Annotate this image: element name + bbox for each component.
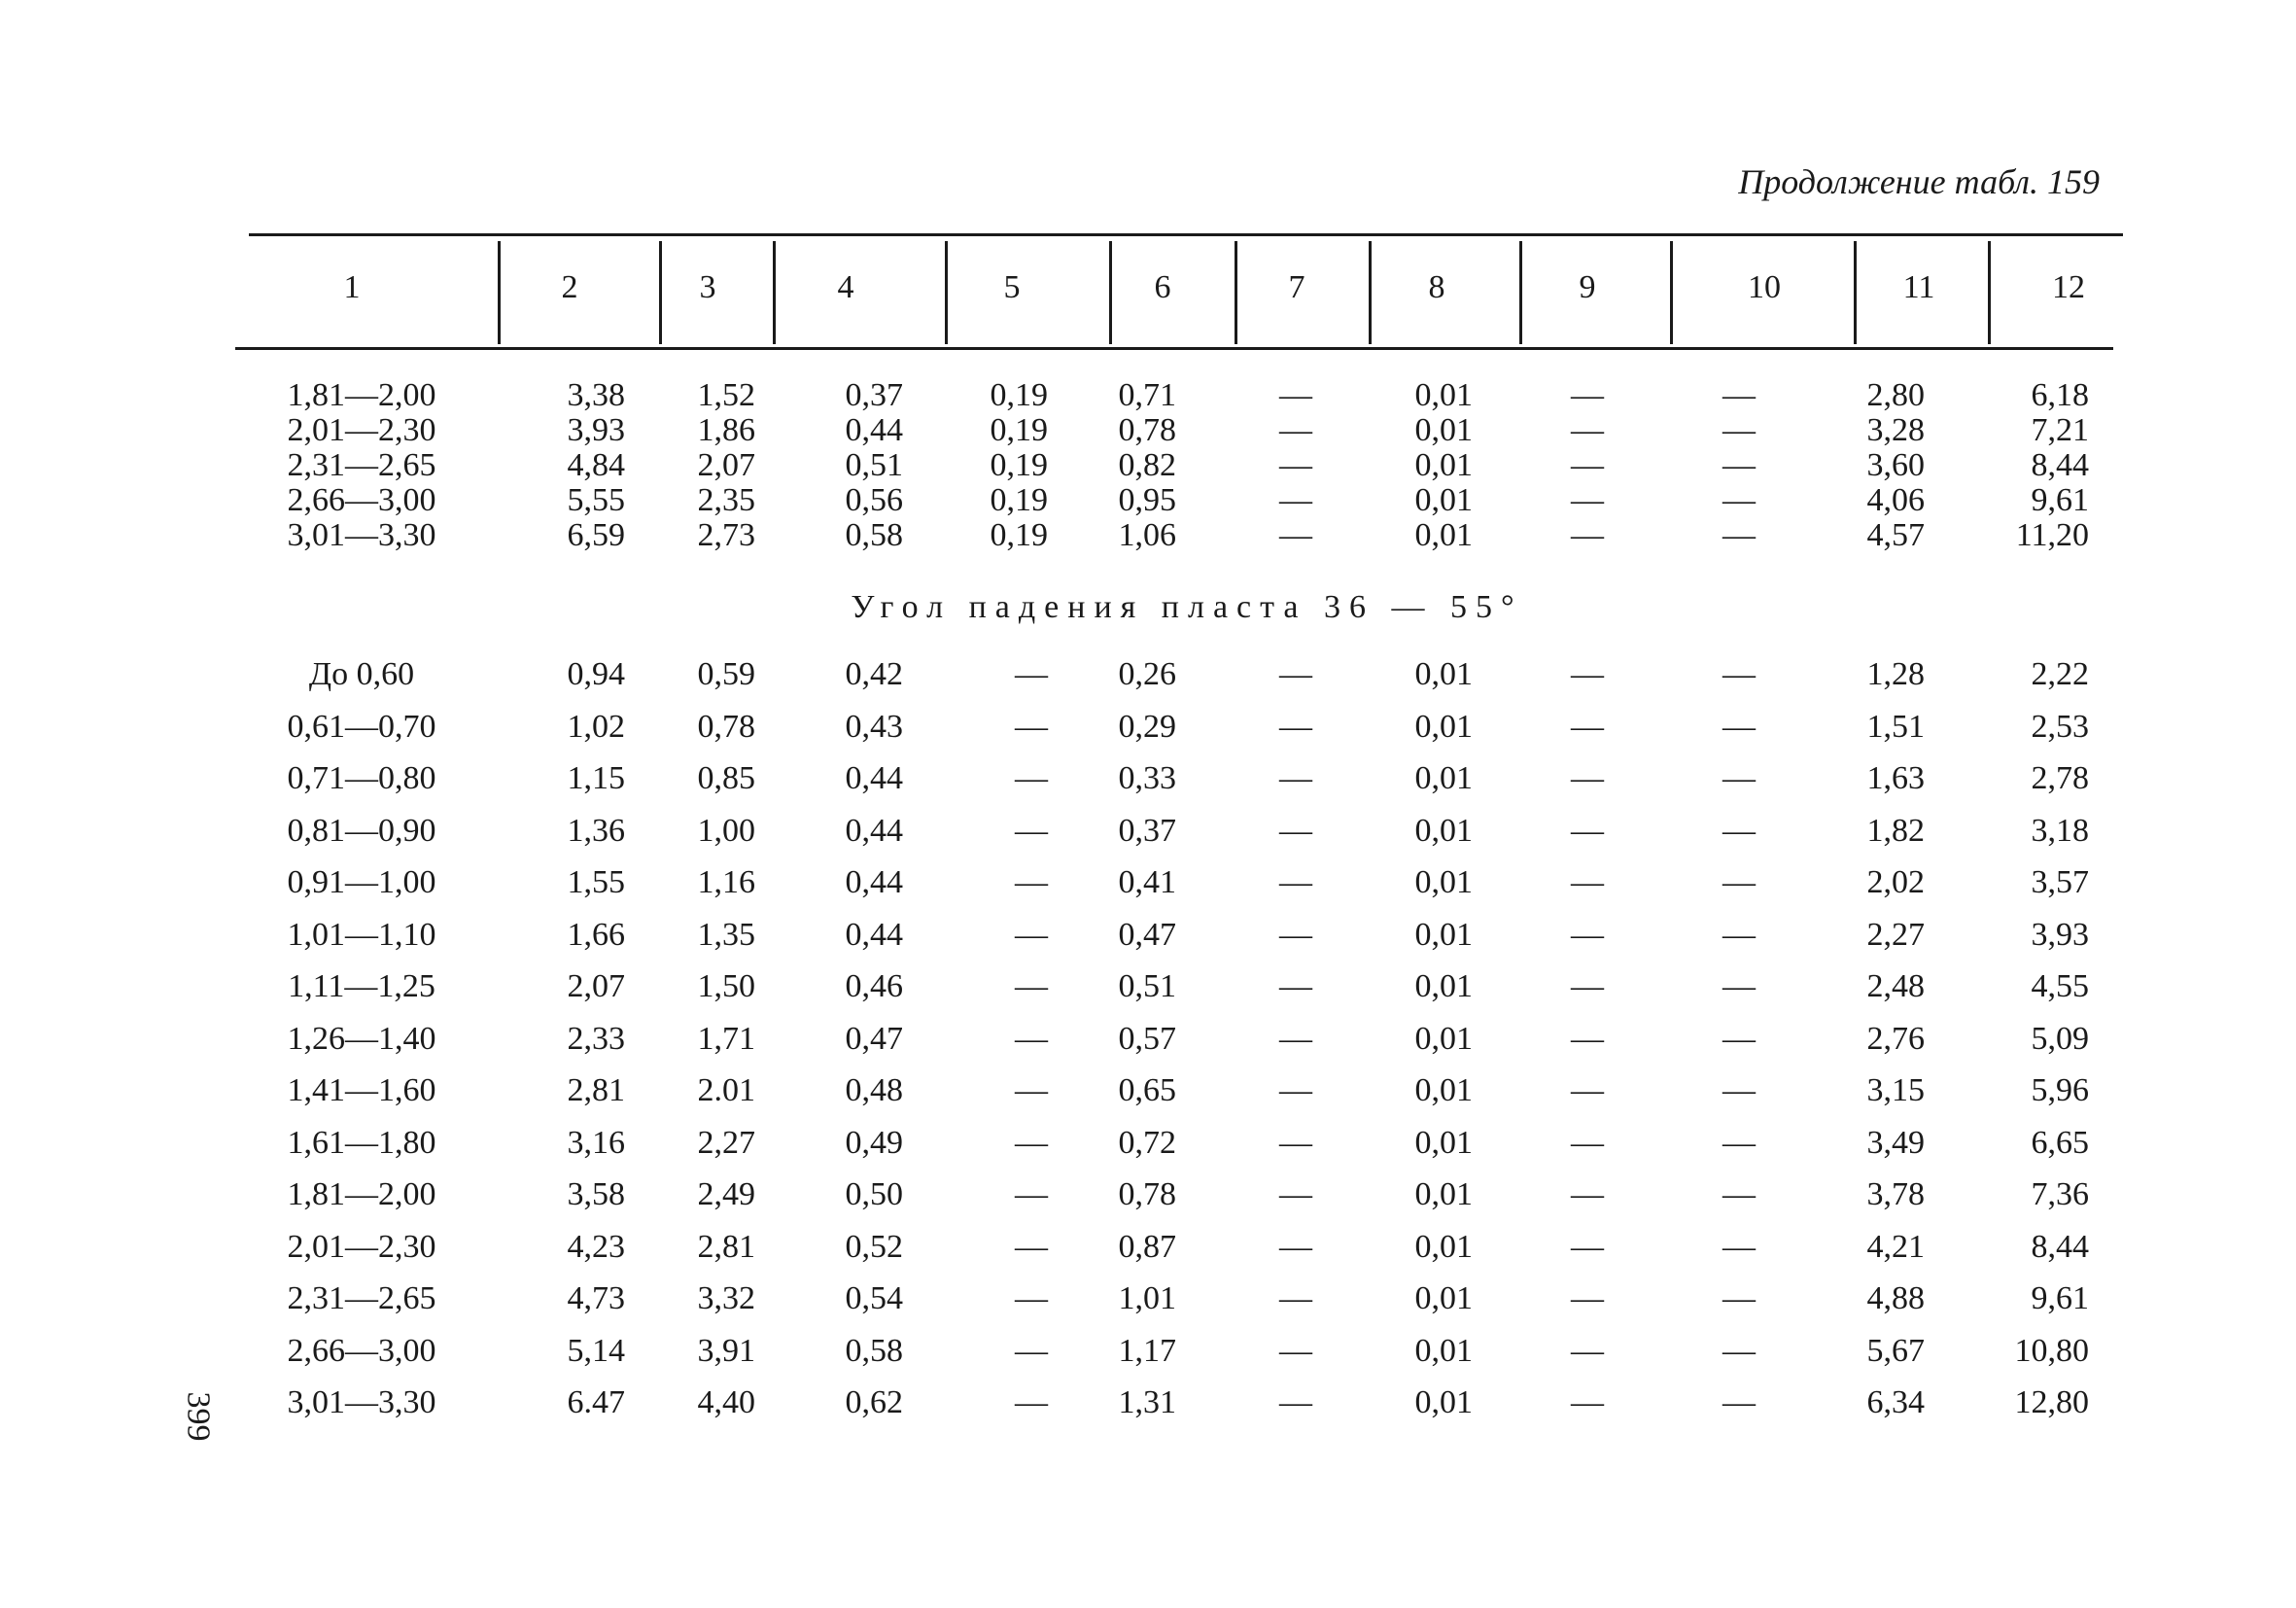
table-cell: — (1015, 1020, 1048, 1057)
table-cell: — (1722, 1072, 1756, 1108)
column-header: 9 (1579, 269, 1596, 305)
table-cell: 0,44 (845, 812, 903, 849)
table-cell: 0,01 (1414, 412, 1473, 448)
column-header: 1 (343, 269, 361, 305)
table-cell: — (1571, 760, 1604, 796)
table-cell: 0,42 (845, 656, 903, 692)
table-cell: 0,49 (845, 1124, 903, 1161)
table-cell: 3,57 (2031, 864, 2089, 900)
table-cell: 7,21 (2031, 412, 2089, 448)
table-cell: 0,81—0,90 (287, 812, 436, 849)
table-cell: 2,81 (567, 1072, 625, 1108)
table-cell: 3,32 (697, 1280, 755, 1316)
table-cell: 3,93 (2031, 916, 2089, 953)
table-cell: 4,55 (2031, 968, 2089, 1004)
table-cell: — (1571, 1384, 1604, 1420)
table-cell: 0,51 (845, 447, 903, 483)
table-row (0, 1228, 2296, 1267)
table-cell: 0,44 (845, 412, 903, 448)
table-cell: 0,43 (845, 708, 903, 745)
table-cell: 0,87 (1118, 1228, 1176, 1265)
table-cell: 2,07 (567, 968, 625, 1004)
table-row (0, 812, 2296, 851)
table-cell: 1,31 (1118, 1384, 1176, 1420)
table-cell: — (1279, 1072, 1312, 1108)
table-cell: 6,65 (2031, 1124, 2089, 1161)
table-cell: — (1279, 377, 1312, 413)
table-cell: 2,48 (1866, 968, 1925, 1004)
table-cell: 0,58 (845, 517, 903, 553)
header-divider (1519, 241, 1522, 344)
table-row (0, 1279, 2296, 1318)
table-cell: 0,58 (845, 1332, 903, 1369)
table-cell: 6.47 (567, 1384, 625, 1420)
table-cell: — (1279, 482, 1312, 518)
column-header: 2 (561, 269, 578, 305)
table-cell: 2,35 (697, 482, 755, 518)
table-row (0, 1124, 2296, 1163)
table-cell: — (1571, 1332, 1604, 1369)
header-divider (659, 241, 662, 344)
table-cell: 0,01 (1414, 482, 1473, 518)
table-cell: 6,34 (1866, 1384, 1925, 1420)
table-row (0, 863, 2296, 902)
table-row (0, 411, 2296, 450)
table-cell: 7,36 (2031, 1176, 2089, 1212)
table-cell: 3,01—3,30 (287, 1384, 436, 1420)
table-cell: 4,21 (1866, 1228, 1925, 1265)
table-header-rule (235, 347, 2113, 350)
table-cell: 0,01 (1414, 812, 1473, 849)
table-cell: 0,01 (1414, 708, 1473, 745)
table-cell: — (1571, 968, 1604, 1004)
table-cell: — (1279, 447, 1312, 483)
table-cell: — (1279, 968, 1312, 1004)
table-cell: 1,71 (697, 1020, 755, 1057)
table-top-rule (249, 233, 2123, 236)
table-cell: 5,55 (567, 482, 625, 518)
header-divider (1369, 241, 1372, 344)
table-caption: Продолжение табл. 159 (1738, 162, 2100, 201)
table-cell: 8,44 (2031, 447, 2089, 483)
table-cell: — (1279, 1124, 1312, 1161)
table-cell: — (1279, 812, 1312, 849)
table-cell: — (1722, 1176, 1756, 1212)
table-cell: 1,81—2,00 (287, 377, 436, 413)
table-cell: — (1571, 1072, 1604, 1108)
header-divider (1109, 241, 1112, 344)
table-cell: 0,01 (1414, 1176, 1473, 1212)
table-cell: 0,37 (845, 377, 903, 413)
header-divider (773, 241, 776, 344)
table-cell: 1,00 (697, 812, 755, 849)
table-cell: 0,78 (1118, 1176, 1176, 1212)
table-row (0, 376, 2296, 415)
table-cell: 0,01 (1414, 968, 1473, 1004)
table-cell: 0,01 (1414, 377, 1473, 413)
table-cell: 0,91—1,00 (287, 864, 436, 900)
table-cell: 10,80 (2014, 1332, 2089, 1369)
table-cell: 0,44 (845, 760, 903, 796)
table-cell: 0,01 (1414, 1124, 1473, 1161)
table-cell: 3,91 (697, 1332, 755, 1369)
table-cell: 6,59 (567, 517, 625, 553)
table-cell: — (1722, 412, 1756, 448)
table-cell: 0,82 (1118, 447, 1176, 483)
table-row (0, 1175, 2296, 1214)
table-cell: — (1015, 1384, 1048, 1420)
table-cell: 0,54 (845, 1280, 903, 1316)
table-cell: 0,72 (1118, 1124, 1176, 1161)
table-cell: 5,96 (2031, 1072, 2089, 1108)
table-cell: 9,61 (2031, 1280, 2089, 1316)
table-cell: 2,33 (567, 1020, 625, 1057)
table-cell: — (1015, 864, 1048, 900)
table-cell: 2,78 (2031, 760, 2089, 796)
page-number: 399 (180, 1391, 217, 1442)
table-cell: — (1722, 760, 1756, 796)
table-cell: 5,67 (1866, 1332, 1925, 1369)
table-cell: 12,80 (2014, 1384, 2089, 1420)
table-cell: 3,93 (567, 412, 625, 448)
table-cell: — (1571, 1020, 1604, 1057)
column-header: 6 (1154, 269, 1171, 305)
table-cell: 1,17 (1118, 1332, 1176, 1369)
table-cell: — (1571, 412, 1604, 448)
table-cell: 1,36 (567, 812, 625, 849)
table-cell: 0,01 (1414, 656, 1473, 692)
table-cell: 0,19 (990, 517, 1048, 553)
table-cell: — (1722, 812, 1756, 849)
table-cell: 0,51 (1118, 968, 1176, 1004)
table-row (0, 1020, 2296, 1059)
table-cell: 0,78 (1118, 412, 1176, 448)
table-cell: 0,78 (697, 708, 755, 745)
table-cell: — (1279, 1384, 1312, 1420)
table-row (0, 1071, 2296, 1110)
table-cell: — (1722, 864, 1756, 900)
table-cell: — (1279, 864, 1312, 900)
table-cell: — (1279, 412, 1312, 448)
table-cell: 2,81 (697, 1228, 755, 1265)
table-cell: 1,16 (697, 864, 755, 900)
table-cell: 0,01 (1414, 1228, 1473, 1265)
table-row (0, 916, 2296, 955)
table-cell: 2,66—3,00 (287, 482, 436, 518)
table-cell: 1,63 (1866, 760, 1925, 796)
table-cell: 1,86 (697, 412, 755, 448)
table-cell: 2,07 (697, 447, 755, 483)
table-cell: — (1279, 916, 1312, 953)
table-cell: 0,29 (1118, 708, 1176, 745)
table-cell: 0,47 (1118, 916, 1176, 953)
table-cell: 0,01 (1414, 1280, 1473, 1316)
table-cell: 1,11—1,25 (288, 968, 435, 1004)
table-cell: — (1722, 1228, 1756, 1265)
table-cell: 3,28 (1866, 412, 1925, 448)
table-cell: 1,55 (567, 864, 625, 900)
table-cell: 0,01 (1414, 1072, 1473, 1108)
table-cell: 2,49 (697, 1176, 755, 1212)
table-cell: 1,82 (1866, 812, 1925, 849)
header-divider (1235, 241, 1237, 344)
table-row (0, 655, 2296, 694)
table-cell: 0,01 (1414, 447, 1473, 483)
table-cell: 0,19 (990, 377, 1048, 413)
table-cell: 2,66—3,00 (287, 1332, 436, 1369)
table-cell: 0,50 (845, 1176, 903, 1212)
header-divider (498, 241, 501, 344)
table-cell: 1,15 (567, 760, 625, 796)
table-row (0, 1332, 2296, 1371)
table-cell: — (1722, 916, 1756, 953)
table-cell: 2,73 (697, 517, 755, 553)
table-cell: 3,18 (2031, 812, 2089, 849)
table-cell: 2.01 (697, 1072, 755, 1108)
table-cell: — (1571, 482, 1604, 518)
section-title: Угол падения пласта 36 — 55° (851, 589, 1523, 625)
table-cell: — (1722, 1280, 1756, 1316)
table-cell: 1,26—1,40 (287, 1020, 436, 1057)
table-cell: — (1722, 377, 1756, 413)
table-cell: 11,20 (2015, 517, 2089, 553)
table-cell: — (1015, 1072, 1048, 1108)
table-cell: 3,38 (567, 377, 625, 413)
table-cell: 0,85 (697, 760, 755, 796)
table-cell: 0,01 (1414, 760, 1473, 796)
column-header: 7 (1288, 269, 1305, 305)
column-header: 11 (1902, 269, 1935, 305)
table-cell: — (1279, 1228, 1312, 1265)
table-cell: — (1571, 447, 1604, 483)
table-cell: — (1279, 1332, 1312, 1369)
table-cell: 0,44 (845, 916, 903, 953)
table-cell: 6,18 (2031, 377, 2089, 413)
column-header: 10 (1748, 269, 1781, 305)
table-cell: 0,33 (1118, 760, 1176, 796)
table-cell: 2,31—2,65 (287, 447, 436, 483)
table-cell: 1,81—2,00 (287, 1176, 436, 1212)
table-cell: 2,01—2,30 (287, 1228, 436, 1265)
table-cell: 3,60 (1866, 447, 1925, 483)
table-cell: 5,09 (2031, 1020, 2089, 1057)
column-header: 3 (699, 269, 716, 305)
table-cell: — (1015, 968, 1048, 1004)
table-cell: 4,84 (567, 447, 625, 483)
table-cell: 0,01 (1414, 1020, 1473, 1057)
table-cell: 3,49 (1866, 1124, 1925, 1161)
table-cell: 0,47 (845, 1020, 903, 1057)
table-cell: 0,56 (845, 482, 903, 518)
table-cell: 5,14 (567, 1332, 625, 1369)
header-divider (1670, 241, 1673, 344)
table-cell: 1,52 (697, 377, 755, 413)
table-cell: 4,88 (1866, 1280, 1925, 1316)
header-divider (1854, 241, 1857, 344)
table-cell: 0,62 (845, 1384, 903, 1420)
table-cell: 0,01 (1414, 1332, 1473, 1369)
table-cell: 0,71—0,80 (287, 760, 436, 796)
table-cell: 3,16 (567, 1124, 625, 1161)
table-cell: 0,37 (1118, 812, 1176, 849)
table-cell: 1,41—1,60 (287, 1072, 436, 1108)
table-row (0, 481, 2296, 520)
table-cell: — (1571, 1228, 1604, 1265)
table-cell: 1,06 (1118, 517, 1176, 553)
table-cell: 4,06 (1866, 482, 1925, 518)
table-cell: 0,57 (1118, 1020, 1176, 1057)
table-cell: 2,27 (697, 1124, 755, 1161)
table-cell: 2,31—2,65 (287, 1280, 436, 1316)
table-cell: — (1015, 1332, 1048, 1369)
table-row (0, 967, 2296, 1006)
table-row (0, 759, 2296, 798)
table-cell: 0,59 (697, 656, 755, 692)
table-cell: — (1722, 482, 1756, 518)
table-cell: 0,65 (1118, 1072, 1176, 1108)
table-cell: 1,01 (1118, 1280, 1176, 1316)
table-cell: 2,22 (2031, 656, 2089, 692)
table-cell: — (1015, 1280, 1048, 1316)
table-cell: — (1571, 864, 1604, 900)
table-cell: — (1015, 760, 1048, 796)
table-cell: До 0,60 (308, 656, 415, 692)
table-cell: — (1015, 916, 1048, 953)
table-cell: 3,78 (1866, 1176, 1925, 1212)
table-cell: 0,41 (1118, 864, 1176, 900)
table-cell: — (1015, 656, 1048, 692)
table-cell: — (1571, 812, 1604, 849)
table-cell: 0,19 (990, 482, 1048, 518)
table-cell: 0,26 (1118, 656, 1176, 692)
column-header: 4 (837, 269, 854, 305)
table-cell: — (1722, 708, 1756, 745)
table-cell: — (1722, 656, 1756, 692)
table-cell: — (1015, 812, 1048, 849)
table-cell: 1,66 (567, 916, 625, 953)
table-cell: — (1279, 517, 1312, 553)
table-cell: 0,61—0,70 (287, 708, 436, 745)
table-cell: — (1279, 708, 1312, 745)
table-cell: 0,94 (567, 656, 625, 692)
table-cell: — (1015, 708, 1048, 745)
column-header: 5 (1003, 269, 1021, 305)
table-cell: 1,51 (1866, 708, 1925, 745)
table-row (0, 708, 2296, 747)
table-cell: 3,01—3,30 (287, 517, 436, 553)
header-divider (1988, 241, 1991, 344)
table-cell: 0,19 (990, 447, 1048, 483)
table-cell: 4,40 (697, 1384, 755, 1420)
table-cell: — (1722, 1020, 1756, 1057)
column-header: 12 (2052, 269, 2085, 305)
table-cell: 1,35 (697, 916, 755, 953)
table-cell: 0,52 (845, 1228, 903, 1265)
table-cell: — (1722, 517, 1756, 553)
table-cell: — (1279, 1020, 1312, 1057)
table-cell: — (1279, 760, 1312, 796)
table-cell: — (1279, 1176, 1312, 1212)
table-cell: — (1015, 1124, 1048, 1161)
table-cell: 3,58 (567, 1176, 625, 1212)
table-cell: 0,19 (990, 412, 1048, 448)
table-cell: — (1722, 1124, 1756, 1161)
table-cell: — (1571, 377, 1604, 413)
table-cell: 0,48 (845, 1072, 903, 1108)
table-cell: — (1015, 1228, 1048, 1265)
table-cell: 0,46 (845, 968, 903, 1004)
table-cell: 2,53 (2031, 708, 2089, 745)
table-cell: 3,15 (1866, 1072, 1925, 1108)
table-cell: — (1571, 656, 1604, 692)
table-cell: 2,02 (1866, 864, 1925, 900)
table-cell: — (1571, 517, 1604, 553)
table-cell: 2,01—2,30 (287, 412, 436, 448)
table-cell: — (1279, 1280, 1312, 1316)
table-cell: 1,61—1,80 (287, 1124, 436, 1161)
table-row (0, 516, 2296, 555)
table-cell: 1,01—1,10 (287, 916, 436, 953)
table-cell: — (1571, 1176, 1604, 1212)
table-cell: — (1722, 968, 1756, 1004)
table-cell: 1,02 (567, 708, 625, 745)
table-cell: — (1571, 708, 1604, 745)
table-cell: 2,27 (1866, 916, 1925, 953)
table-cell: 0,01 (1414, 916, 1473, 953)
table-cell: 4,73 (567, 1280, 625, 1316)
table-cell: 0,01 (1414, 1384, 1473, 1420)
header-divider (945, 241, 948, 344)
table-cell: 0,44 (845, 864, 903, 900)
table-cell: 2,76 (1866, 1020, 1925, 1057)
table-cell: 1,28 (1866, 656, 1925, 692)
table-cell: 0,01 (1414, 517, 1473, 553)
table-cell: 4,57 (1866, 517, 1925, 553)
table-cell: 0,71 (1118, 377, 1176, 413)
table-cell: 0,01 (1414, 864, 1473, 900)
table-cell: — (1571, 1124, 1604, 1161)
table-cell: — (1571, 1280, 1604, 1316)
table-cell: 4,23 (567, 1228, 625, 1265)
table-cell: 2,80 (1866, 377, 1925, 413)
table-cell: 9,61 (2031, 482, 2089, 518)
table-cell: — (1571, 916, 1604, 953)
table-row (0, 446, 2296, 485)
table-cell: 8,44 (2031, 1228, 2089, 1265)
table-cell: — (1722, 1332, 1756, 1369)
table-cell: — (1015, 1176, 1048, 1212)
table-cell: 0,95 (1118, 482, 1176, 518)
column-header: 8 (1428, 269, 1445, 305)
table-cell: — (1722, 1384, 1756, 1420)
table-cell: 1,50 (697, 968, 755, 1004)
table-row (0, 1383, 2296, 1422)
table-cell: — (1722, 447, 1756, 483)
table-cell: — (1279, 656, 1312, 692)
